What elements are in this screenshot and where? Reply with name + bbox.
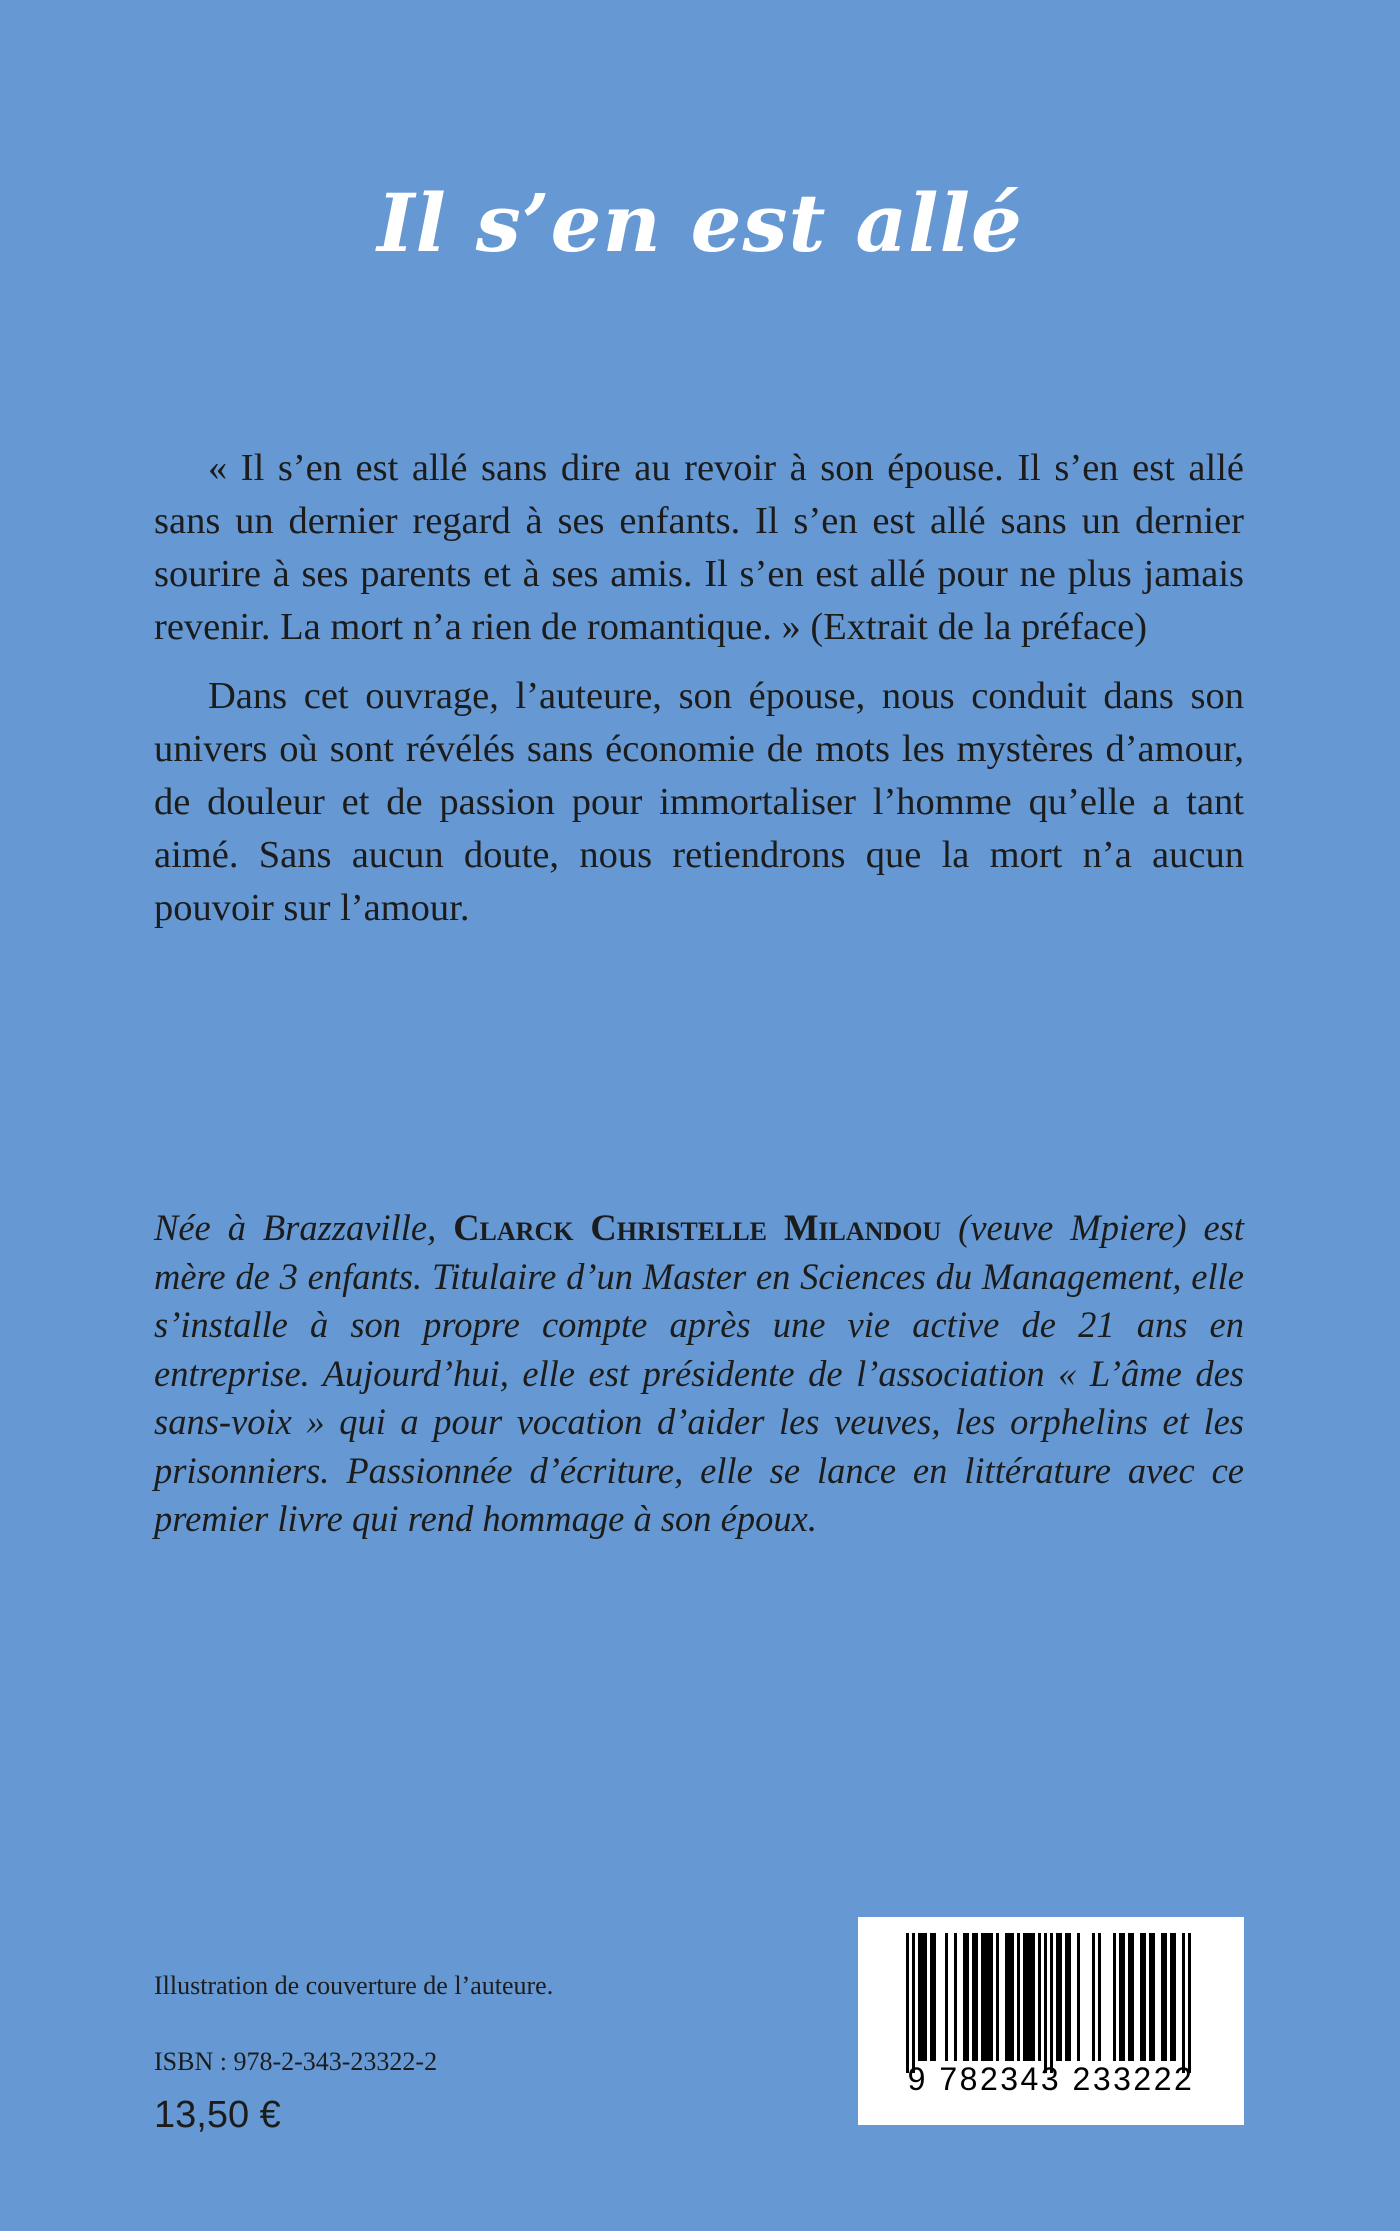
illustration-credit: Illustration de couverture de l’auteure. [154, 1971, 554, 2000]
price: 13,50 € [154, 2094, 281, 2136]
barcode-bar [1164, 1933, 1167, 2061]
book-title: Il s’en est allé [377, 176, 1023, 270]
barcode-bar [1161, 1933, 1164, 2061]
blurb [154, 442, 1244, 935]
barcode-bar [924, 1933, 927, 2061]
barcode-bar [1056, 1933, 1059, 2061]
barcode-bar [954, 1933, 957, 2061]
barcode-bar [1092, 1933, 1095, 2061]
barcode-bar [1128, 1933, 1131, 2061]
barcode-bar [1119, 1933, 1122, 2061]
barcode-bar [981, 1933, 984, 2061]
barcode-bar [1140, 1933, 1143, 2061]
barcode-bar [930, 1933, 933, 2061]
blurb-paragraph-summary: Dans cet ouvrage, l’auteure, son épouse, nous conduit dans son univers où sont révélés sans économie de mots les mystères d’amour, de douleur et de passion pour immortaliser l’homme qu’elle a tant aimé. Sans aucun doute, nous retiendrons que la mort n’a aucun pouvoir sur l’amour. [154, 675, 1244, 929]
barcode-bar [1068, 1933, 1071, 2061]
barcode-bar [1032, 1933, 1035, 2061]
barcode-bar [945, 1933, 948, 2061]
barcode-bar [1029, 1933, 1032, 2061]
barcode-bar [933, 1933, 936, 2061]
barcode-bar [996, 1933, 999, 2061]
barcode-bar [1122, 1933, 1125, 2061]
barcode-bar [1017, 1933, 1020, 2061]
barcode-bar [990, 1933, 993, 2061]
bio-intro: Née à Brazzaville, [154, 1207, 454, 1248]
isbn: ISBN : 978-2-343-23322-2 [154, 2047, 438, 2076]
barcode-bar [984, 1933, 987, 2061]
barcode-bar [1065, 1933, 1068, 2061]
barcode-bar [1059, 1933, 1062, 2061]
barcode-bar [1050, 1933, 1053, 2073]
barcode-bar [1170, 1933, 1173, 2061]
barcode-bar [1182, 1933, 1185, 2073]
author-name: Clarck Christelle Milandou [453, 1207, 942, 1248]
barcode-bar [972, 1933, 975, 2061]
barcode-bar [912, 1933, 915, 2073]
barcode-bar [1023, 1933, 1026, 2061]
barcode-bar [1173, 1933, 1176, 2061]
barcode-bar [906, 1933, 909, 2073]
barcode-bar [1131, 1933, 1134, 2061]
barcode-digits: 9 782343 233222 [907, 2061, 1195, 2097]
bio-text: (veuve Mpiere) est mère de 3 enfants. Titulaire d’un Master en Sciences du Management, elle s’installe à son propre compte après une vie active de 21 ans en entreprise. Aujourd’hui, elle est présidente de l’association « L’âme des sans-voix » qui a pour vocation d’aider les veuves, les orphelins et les prisonniers. Passionnée d’écriture, elle se lance en littérature avec ce premier livre qui rend hommage à son époux. [154, 1207, 1244, 1539]
barcode-bar [1188, 1933, 1191, 2073]
barcode-bar [1113, 1933, 1116, 2061]
barcode-bar [918, 1933, 921, 2061]
blurb-paragraph-preface: « Il s’en est allé sans dire au revoir à son épouse. Il s’en est allé sans un dernier regard à ses enfants. Il s’en est allé sans un dernier sourire à ses parents et à ses amis. Il s’en est allé pour ne plus jamais revenir. La mort n’a rien de romantique. » (Extrait de la préface) [154, 447, 1244, 648]
barcode-bar [1008, 1933, 1011, 2061]
barcode-bar [921, 1933, 924, 2061]
author-bio [154, 1204, 1244, 1544]
barcode-bar [1011, 1933, 1014, 2061]
barcode-bar [1005, 1933, 1008, 2061]
barcode-bar [1026, 1933, 1029, 2061]
barcode-bar [987, 1933, 990, 2061]
barcode-bar [1098, 1933, 1101, 2061]
barcode-bar [1152, 1933, 1155, 2061]
barcode-bar [963, 1933, 966, 2061]
barcode-bar [1044, 1933, 1047, 2073]
barcode-bar [1038, 1933, 1041, 2061]
barcode-bar [1077, 1933, 1080, 2061]
barcode-bar [1143, 1933, 1146, 2061]
barcode-bar [1149, 1933, 1152, 2061]
barcode [858, 1917, 1244, 2125]
barcode-bar [975, 1933, 978, 2061]
barcode-bar [966, 1933, 969, 2061]
